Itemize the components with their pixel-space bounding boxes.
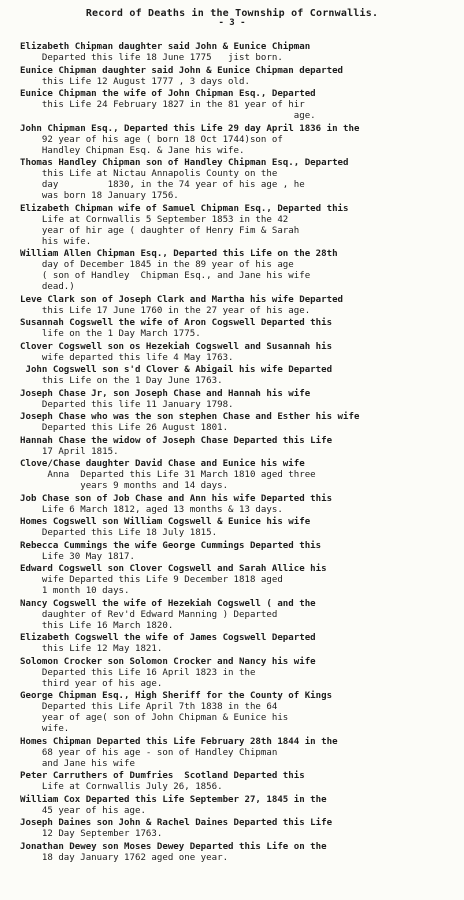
entry-heading-line: John Chipman Esq., Departed this Life 29 day April 1836 in the — [20, 123, 360, 134]
entry-text-line: was born 18 January 1756. — [20, 191, 179, 201]
entry-heading-line: Thomas Handley Chipman son of Handley Chipman Esq., Departed — [20, 158, 349, 168]
death-record-entry — [20, 158, 464, 202]
entry-heading-line: Peter Carruthers of Dumfries Scotland Departed this — [20, 771, 305, 781]
entry-text-line: 92 year of his age ( born 18 Oct 1744)son of — [20, 134, 283, 145]
entry-text-line: day of December 1845 in the 89 year of his age — [20, 260, 294, 270]
entry-text-line: day 1830, in the 74 year of his age , he — [20, 180, 305, 190]
entry-text-line: year of age( son of John Chipman & Eunice his — [20, 713, 289, 723]
entry-heading-line: Solomon Crocker son Solomon Crocker and Nancy his wife — [20, 656, 316, 667]
entry-text-line: 18 day January 1762 aged one year. — [20, 852, 229, 863]
entry-heading-line: Eunice Chipman the wife of John Chipman Esq., Departed — [20, 89, 316, 99]
entry-heading-line: Leve Clark son of Joseph Clark and Martha his wife Departed — [20, 294, 344, 305]
entry-text-line: ( son of Handley Chipman Esq., and Jane his wife — [20, 271, 311, 281]
entry-heading-line: Rebecca Cummings the wife George Cummings Departed this — [20, 540, 322, 551]
entry-text-line: Life 30 May 1817. — [20, 551, 135, 562]
entry-text-line: this Life 12 August 1777 , 3 days old. — [20, 76, 250, 87]
death-record-entry — [20, 66, 464, 88]
entry-text-line: Life 6 March 1812, aged 13 months & 13 days. — [20, 504, 283, 515]
death-record-entry — [20, 691, 464, 735]
entry-heading-line: Clove/Chase daughter David Chase and Eunice his wife — [20, 459, 305, 469]
death-record-entry — [20, 771, 464, 793]
entry-text-line: Departed this Life 18 July 1815. — [20, 528, 218, 538]
entry-text-line: years 9 months and 14 days. — [20, 481, 229, 491]
death-record-entry — [20, 459, 464, 492]
entry-text-line: daughter of Rev'd Edward Manning ) Departed — [20, 609, 278, 620]
entry-text-line: third year of his age. — [20, 678, 163, 689]
entry-text-line: this Life on the 1 Day June 1763. — [20, 376, 223, 386]
entry-text-line: 12 Day September 1763. — [20, 829, 163, 839]
entry-text-line: 68 year of his age - son of Handley Chipman — [20, 747, 278, 758]
entry-text-line: Departed this Life 16 April 1823 in the — [20, 667, 256, 678]
entry-text-line: dead.) — [20, 282, 75, 292]
death-record-entry — [20, 89, 464, 122]
death-record-entry — [20, 564, 464, 597]
entry-heading-line: Clover Cogswell son os Hezekiah Cogswell and Susannah his — [20, 341, 333, 352]
death-record-entry — [20, 633, 464, 655]
death-record-entry — [20, 737, 464, 770]
entry-text-line: Life at Cornwallis 5 September 1853 in the 42 — [20, 214, 289, 225]
entry-text-line: 1 month 10 days. — [20, 586, 130, 596]
entry-heading-line: Elizabeth Cogswell the wife of James Cogswell Departed — [20, 633, 316, 643]
death-record-entry — [20, 842, 464, 864]
death-record-entry — [20, 42, 464, 64]
entry-heading-line: Eunice Chipman daughter said John & Eunice Chipman departed — [20, 65, 344, 76]
entry-text-line: this Life 24 February 1827 in the 81 year of hir — [20, 100, 305, 110]
entry-text-line: and Jane his wife — [20, 758, 135, 769]
entry-text-line: this Life 16 March 1820. — [20, 620, 174, 631]
entry-heading-line: Susannah Cogswell the wife of Aron Cogswell Departed this — [20, 318, 333, 328]
death-record-entry — [20, 318, 464, 340]
death-record-entry — [20, 295, 464, 317]
entry-text-line: this Life at Nictau Annapolis County on the — [20, 169, 278, 179]
entry-text-line: this Life 12 May 1821. — [20, 644, 163, 654]
entry-heading-line: Homes Chipman Departed this Life February 28th 1844 in the — [20, 736, 338, 747]
document-title: Record of Deaths in the Township of Cornwallis. — [85, 8, 379, 19]
entry-text-line: year of hir age ( daughter of Henry Fim & Sarah — [20, 225, 300, 236]
death-record-entry — [20, 657, 464, 690]
entry-text-line: wife Departed this Life 9 December 1818 aged — [20, 575, 283, 585]
entry-heading-line: Homes Cogswell son William Cogswell & Eunice his wife — [20, 517, 311, 527]
death-record-entry — [20, 249, 464, 293]
entry-heading-line: Joseph Chase who was the son stephen Chase and Esther his wife — [20, 412, 360, 422]
entry-text-line: this Life 17 June 1760 in the 27 year of his age. — [20, 305, 311, 316]
death-record-entry — [20, 517, 464, 539]
entry-text-line: Anna Departed this Life 31 March 1810 aged three — [20, 470, 316, 480]
entry-heading-line: Hannah Chase the widow of Joseph Chase Departed this Life — [20, 435, 333, 446]
death-record-list — [20, 42, 464, 865]
entry-heading-line: Nancy Cogswell the wife of Hezekiah Cogswell ( and the — [20, 598, 316, 609]
death-record-entry — [20, 599, 464, 632]
entry-heading-line: Joseph Chase Jr, son Joseph Chase and Hannah his wife — [20, 388, 311, 399]
entry-heading-line: John Cogswell son s'd Clover & Abigail his wife Departed — [20, 365, 333, 375]
entry-heading-line: Edward Cogswell son Clover Cogswell and Sarah Allice his — [20, 564, 327, 574]
entry-heading-line: Job Chase son of Job Chase and Ann his wife Departed this — [20, 493, 333, 504]
death-record-entry — [20, 342, 464, 364]
death-record-entry — [20, 436, 464, 458]
entry-heading-line: Joseph Daines son John & Rachel Daines Departed this Life — [20, 818, 333, 828]
entry-text-line: Life at Cornwallis July 26, 1856. — [20, 782, 223, 792]
entry-text-line: wife departed this life 4 May 1763. — [20, 352, 234, 363]
entry-text-line: Departed this life 11 January 1798. — [20, 399, 234, 410]
entry-heading-line: Elizabeth Chipman wife of Samuel Chipman Esq., Departed this — [20, 203, 349, 214]
death-record-entry — [20, 412, 464, 434]
entry-text-line: Departed this Life April 7th 1838 in the 64 — [20, 702, 278, 712]
death-record-entry — [20, 795, 464, 817]
entry-text-line: 17 April 1815. — [20, 446, 119, 457]
entry-heading-line: William Allen Chipman Esq., Departed this Life on the 28th — [20, 249, 338, 259]
entry-text-line: wife. — [20, 724, 70, 734]
entry-heading-line: Jonathan Dewey son Moses Dewey Departed this Life on the — [20, 841, 327, 852]
entry-text-line: Departed this life 18 June 1775 jist born. — [20, 53, 283, 63]
entry-text-line: Handley Chipman Esq. & Jane his wife. — [20, 145, 245, 156]
entry-text-line: age. — [20, 111, 316, 121]
death-record-entry — [20, 204, 464, 248]
entry-text-line: Departed this Life 26 August 1801. — [20, 423, 229, 433]
death-record-entry — [20, 389, 464, 411]
entry-heading-line: William Cox Departed this Life September 27, 1845 in the — [20, 794, 327, 805]
entry-text-line: his wife. — [20, 236, 92, 247]
entry-heading-line: Elizabeth Chipman daughter said John & Eunice Chipman — [20, 42, 311, 52]
entry-text-line: life on the 1 Day March 1775. — [20, 329, 201, 339]
entry-text-line: 45 year of his age. — [20, 805, 146, 816]
death-record-entry — [20, 818, 464, 840]
death-record-entry — [20, 124, 464, 157]
death-record-entry — [20, 541, 464, 563]
death-record-entry — [20, 494, 464, 516]
entry-heading-line: George Chipman Esq., High Sheriff for the County of Kings — [20, 691, 333, 701]
page-number: - 3 - — [218, 18, 246, 28]
death-record-entry — [20, 365, 464, 387]
